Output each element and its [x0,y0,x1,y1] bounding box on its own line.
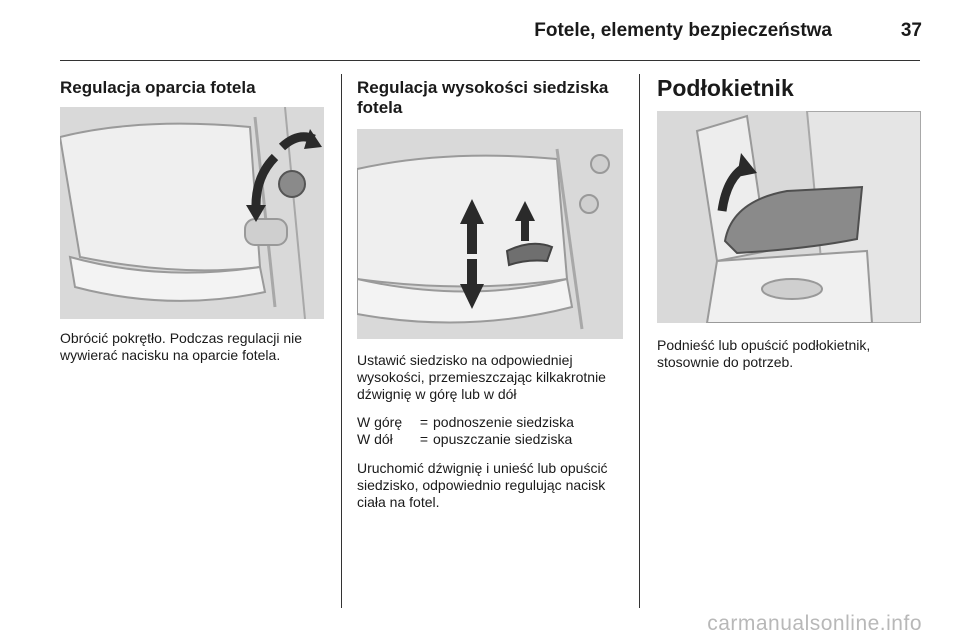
section-seat-height [357,74,623,118]
seat-backrest-knob-illustration [60,107,324,319]
column-divider [639,74,640,608]
seat-height-lever-illustration [357,129,623,339]
definition-term: W dół [357,431,393,447]
paragraph: Podnieść lub opuścić podłokietnik, stosownie do potrzeb. [657,337,871,370]
definition-row [357,414,623,431]
definition-description: opuszczanie siedziska [433,431,573,447]
header-rule [60,60,920,61]
section-backrest [60,74,324,98]
definition-separator: = [419,414,429,430]
section-armrest [657,74,921,102]
definition-term: W górę [357,414,403,430]
definition-description: podnoszenie siedziska [433,414,574,430]
section-heading: Regulacja wysokości siedziska fotela [357,78,609,117]
definition-row [357,431,623,448]
paragraph: Obrócić pokrętło. Podczas regulacji nie wywierać nacisku na oparcie fotela. [60,330,303,363]
definition-separator: = [419,431,429,447]
column-divider [341,74,342,608]
section-heading: Regulacja oparcia fotela [60,78,256,97]
paragraph-intro: Ustawić siedzisko na odpowiedniej wysokości, przemieszczając kilkakrotnie dźwignię w górę lub w dół [357,352,606,402]
section-heading: Podłokietnik [657,75,794,101]
header-title: Fotele, elementy bezpieczeństwa [534,20,832,41]
definition-table [357,414,623,448]
page-number: 37 [900,20,922,41]
paragraph-outro: Uruchomić dźwignię i unieść lub opuścić siedzisko, odpowiednio regulując nacisk ciała na fotel. [357,460,608,510]
watermark: carmanualsonline.info [707,612,922,635]
armrest-illustration [657,111,921,323]
